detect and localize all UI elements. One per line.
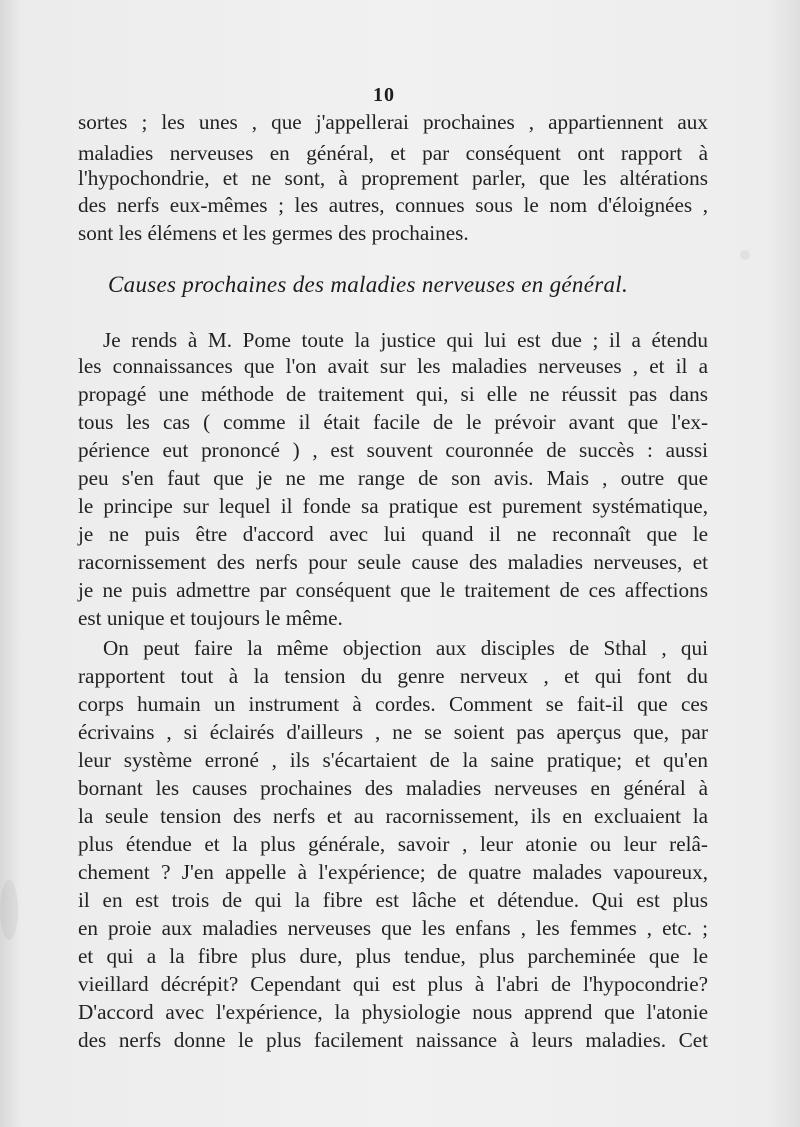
text-line: des nerfs donne le plus facilement naissance à leurs maladies. Cet [78, 1028, 708, 1052]
text-line: tous les cas ( comme il était facile de le prévoir avant que l'ex- [78, 410, 708, 434]
page-stain [0, 880, 18, 940]
text-line: la seule tension des nerfs et au racornissement, ils en excluaient la [78, 804, 708, 828]
text-line: Je rends à M. Pome toute la justice qui lui est due ; il a étendu [103, 328, 708, 352]
text-line: est unique et toujours le même. [78, 606, 343, 630]
text-line: écrivains , si éclairés d'ailleurs , ne se soient pas aperçus que, par [78, 720, 708, 744]
text-line: les connaissances que l'on avait sur les maladies nerveuses , et il a [78, 354, 708, 378]
text-line: racornissement des nerfs pour seule cause des maladies nerveuses, et [78, 550, 708, 574]
text-line: en proie aux maladies nerveuses que les enfans , les femmes , etc. ; [78, 916, 708, 940]
text-line: le principe sur lequel il fonde sa pratique est purement systématique, [78, 494, 708, 518]
text-line: corps humain un instrument à cordes. Comment se fait-il que ces [78, 692, 708, 716]
text-line: sortes ; les unes , que j'appellerai prochaines , appartiennent aux [78, 110, 708, 134]
text-line: rapportent tout à la tension du genre nerveux , et qui font du [78, 664, 708, 688]
text-line: bornant les causes prochaines des maladies nerveuses en général à [78, 776, 708, 800]
text-line: il en est trois de qui la fibre est lâche et détendue. Qui est plus [78, 888, 708, 912]
text-line: sont les élémens et les germes des prochaines. [78, 221, 469, 245]
text-line: je ne puis admettre par conséquent que le traitement de ces affections [78, 578, 708, 602]
text-line: je ne puis être d'accord avec lui quand il ne reconnaît que le [78, 522, 708, 546]
page-number: 10 [373, 84, 395, 106]
text-line: leur système erroné , ils s'écartaient de la saine pratique; et qu'en [78, 748, 708, 772]
text-line: maladies nerveuses en général, et par conséquent ont rapport à [78, 141, 708, 165]
text-line: des nerfs eux-mêmes ; les autres, connues sous le nom d'éloignées , [78, 193, 708, 217]
text-line: et qui a la fibre plus dure, plus tendue, plus parcheminée que le [78, 944, 708, 968]
text-line: plus étendue et la plus générale, savoir , leur atonie ou leur relâ- [78, 832, 708, 856]
page-stain [740, 250, 750, 260]
text-line: peu s'en faut que je ne me range de son avis. Mais , outre que [78, 466, 708, 490]
text-line: On peut faire la même objection aux disciples de Sthal , qui [103, 636, 708, 660]
text-line: vieillard décrépit? Cependant qui est plus à l'abri de l'hypocondrie? [78, 972, 708, 996]
text-line: chement ? J'en appelle à l'expérience; de quatre malades vapoureux, [78, 860, 708, 884]
text-line: D'accord avec l'expérience, la physiologie nous apprend que l'atonie [78, 1000, 708, 1024]
text-line: propagé une méthode de traitement qui, si elle ne réussit pas dans [78, 382, 708, 406]
text-line: périence eut prononcé ) , est souvent couronnée de succès : aussi [78, 438, 708, 462]
text-line: l'hypochondrie, et ne sont, à proprement parler, que les altérations [78, 166, 708, 190]
section-heading: Causes prochaines des maladies nerveuses en général. [108, 272, 629, 297]
